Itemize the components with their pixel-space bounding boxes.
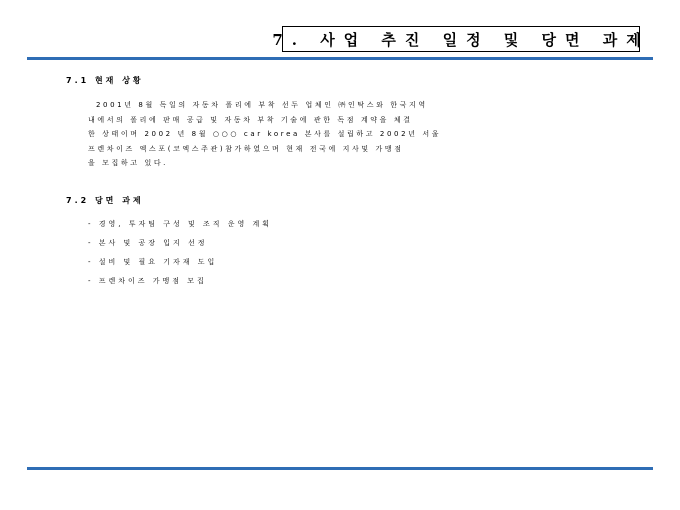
- section-heading-pending-tasks: 7.2 당면 과제: [66, 196, 144, 205]
- bottom-divider: [27, 467, 653, 470]
- paragraph-line: 프렌차이즈 엑스포(코엑스주관)참가하였으며 현재 전국에 지사및 가맹점: [88, 144, 404, 153]
- list-item: - 설비 및 필요 기자재 도입: [88, 258, 218, 266]
- paragraph-line: 2001년 8월 독일의 자동차 폴리에 부착 선두 업체인 ㈜인탁스와 한국지역: [96, 101, 428, 109]
- pending-task-list: [88, 215, 272, 291]
- top-divider: [27, 57, 653, 60]
- paragraph-line: 내에서의 폴리에 판매 공급 및 자동차 부착 기술에 관한 독점 계약을 체결: [88, 115, 413, 124]
- list-item: - 본사 및 공장 입지 선정: [88, 239, 208, 247]
- page-title: 7. 사업 추진 일정 및 당면 과제: [282, 26, 640, 52]
- paragraph-line: 한 상태이며 2002 년 8월 ○○○ car korea 본사를 설립하고 2002년 서울: [88, 130, 442, 138]
- section-heading-current-status: 7.1 현재 상황: [66, 76, 144, 85]
- list-item: - 경영, 투자팀 구성 및 조직 운영 계획: [88, 220, 272, 228]
- current-status-paragraph: [88, 98, 608, 171]
- list-item: - 프렌차이즈 가맹점 모집: [88, 277, 207, 285]
- paragraph-line: 을 모집하고 있다.: [88, 159, 169, 167]
